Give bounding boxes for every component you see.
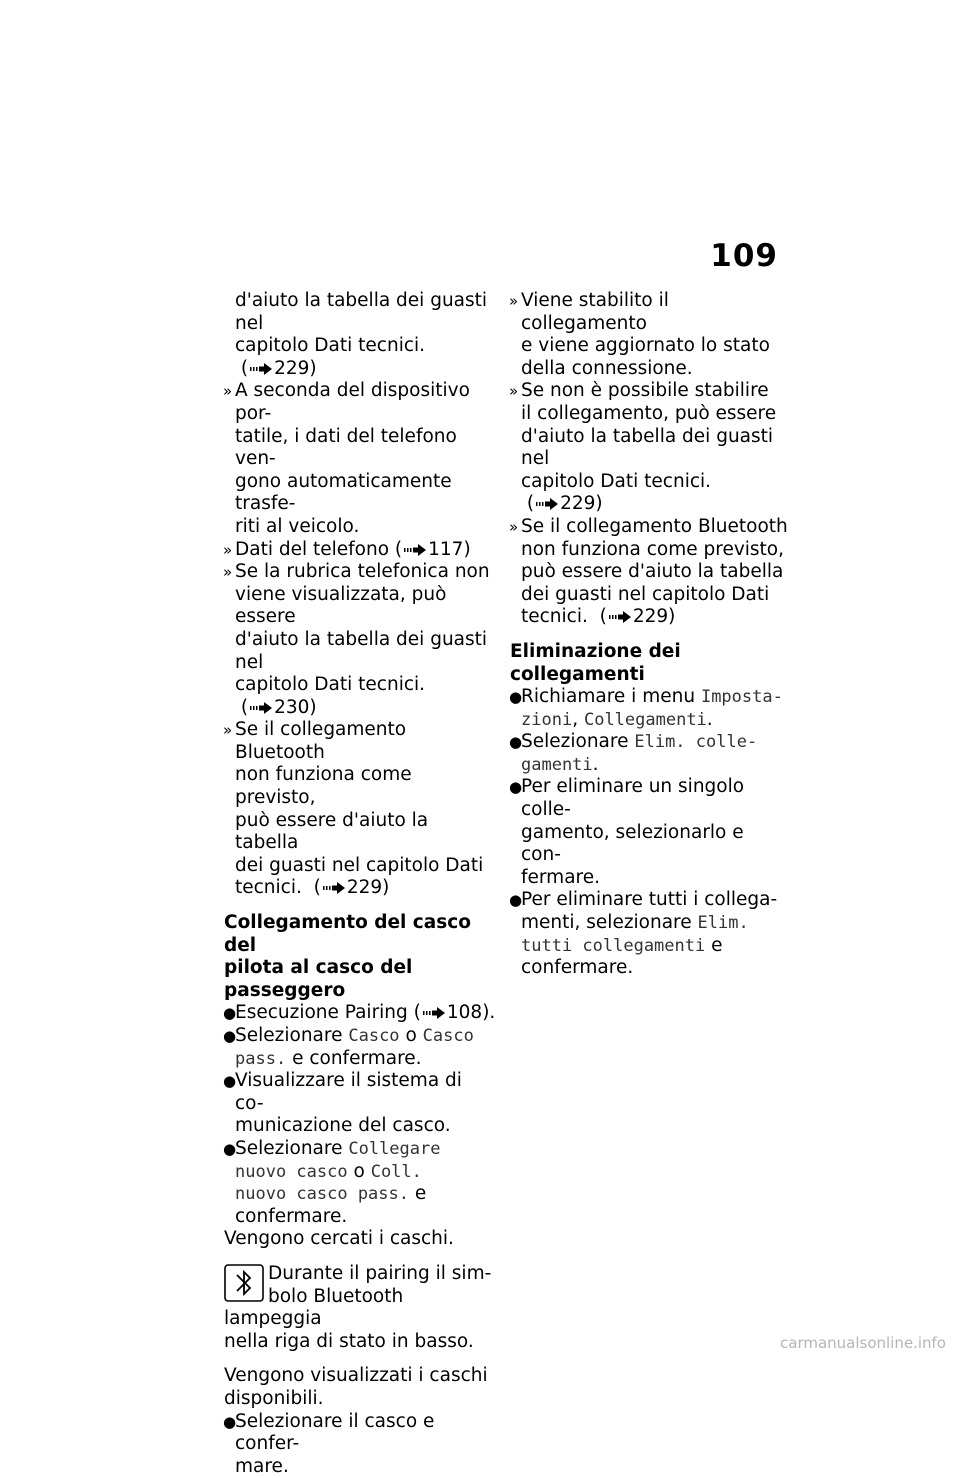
left-column — [224, 290, 496, 1478]
menu-option: pass. — [235, 1049, 286, 1069]
reference-arrow-icon — [404, 544, 426, 556]
bullet-item: ● Per eliminare un singolo colle- gamento, selezionarlo e con- fermare. — [510, 776, 788, 889]
page-reference[interactable]: ( 229) — [594, 606, 676, 627]
double-chevron-icon: » — [509, 516, 518, 539]
result-text: Vengono visualizzati i caschi disponibili. — [224, 1365, 496, 1410]
bullet-dot-icon: ● — [509, 889, 522, 912]
double-chevron-icon: » — [223, 719, 232, 742]
reference-arrow-icon — [250, 702, 272, 714]
double-chevron-icon: » — [223, 380, 232, 403]
double-chevron-icon: » — [509, 290, 518, 313]
step-continuation: d'aiuto la tabella dei guasti nel capitolo Dati tecnici. ( 229) — [224, 290, 496, 380]
bullet-item: ● Esecuzione Pairing ( 108). — [224, 1002, 496, 1025]
menu-option: Coll. — [371, 1162, 422, 1182]
section-heading-delete-connections: Eliminazione dei collegamenti — [510, 641, 788, 686]
menu-option: Collegamenti — [584, 710, 707, 730]
bullet-item: ● Visualizzare il sistema di co- municazione del casco. — [224, 1070, 496, 1138]
page-reference[interactable]: 117) — [402, 539, 471, 560]
reference-arrow-icon — [609, 611, 631, 623]
reference-arrow-icon — [536, 498, 558, 510]
watermark-footer: carmanualsonline.info — [780, 1334, 946, 1352]
reference-arrow-icon — [250, 363, 272, 375]
menu-option: nuovo casco pass. — [235, 1184, 409, 1204]
step-item: » Se la rubrica telefonica non viene visualizzata, può essere d'aiuto la tabella dei guasti nel capitolo Dati tecnici. ( 230) — [224, 561, 496, 719]
step-item: » Viene stabilito il collegamento e viene aggiornato lo stato della connessione. — [510, 290, 788, 380]
bullet-item: ● Selezionare Casco o Casco pass. e confermare. — [224, 1025, 496, 1070]
bluetooth-note: Durante il pairing il sim- bolo Bluetooth lampeggia nella riga di stato in basso. — [224, 1263, 496, 1353]
bullet-dot-icon: ● — [509, 776, 522, 799]
bullet-item: ● Per eliminare tutti i collega- menti, selezionare Elim. tutti collegamenti e confermare. — [510, 889, 788, 979]
menu-option: gamenti — [521, 755, 593, 775]
bullet-item: ● Selezionare Elim. colle- gamenti. — [510, 731, 788, 776]
double-chevron-icon: » — [509, 380, 518, 403]
result-text: Vengono cercati i caschi. — [224, 1228, 496, 1251]
bullet-item: ● Richiamare i menu Imposta- zioni, Collegamenti. — [510, 686, 788, 731]
bullet-dot-icon: ● — [509, 686, 522, 709]
menu-option: tutti collegamenti — [521, 936, 705, 956]
menu-option: Elim. — [698, 913, 749, 933]
bullet-item: ● Selezionare il casco e confer- mare. — [224, 1411, 496, 1478]
menu-option: Imposta- — [701, 687, 783, 707]
right-column — [510, 290, 788, 980]
double-chevron-icon: » — [223, 539, 232, 562]
step-item: » Se il collegamento Bluetooth non funziona come previsto, può essere d'aiuto la tabella dei guasti nel capitolo Dati tecnici. ( 229) — [224, 719, 496, 900]
double-chevron-icon: » — [223, 561, 232, 584]
step-item: » Se non è possibile stabilire il collegamento, può essere d'aiuto la tabella dei guasti nel capitolo Dati tecnici. ( 229) — [510, 380, 788, 516]
page-reference[interactable]: ( 230) — [235, 697, 317, 718]
bullet-item: ● Selezionare Collegare nuovo casco o Coll. nuovo casco pass. e confermare. — [224, 1138, 496, 1228]
bullet-dot-icon: ● — [223, 1002, 236, 1025]
bluetooth-icon — [224, 1264, 264, 1302]
step-item: » Se il collegamento Bluetooth non funziona come previsto, può essere d'aiuto la tabella dei guasti nel capitolo Dati tecnici. ( 229) — [510, 516, 788, 629]
menu-option: Collegare — [348, 1139, 440, 1159]
bullet-dot-icon: ● — [509, 731, 522, 754]
bullet-dot-icon: ● — [223, 1070, 236, 1093]
section-heading-helmet-pairing: Collegamento del casco del pilota al casco del passeggero — [224, 912, 496, 1002]
page-number: 109 — [710, 238, 778, 274]
page-reference[interactable]: ( 229) — [521, 493, 603, 514]
bullet-dot-icon: ● — [223, 1411, 236, 1434]
menu-option: Casco — [348, 1026, 399, 1046]
page-reference[interactable]: ( 229) — [308, 877, 390, 898]
menu-option: zioni — [521, 710, 572, 730]
bullet-dot-icon: ● — [223, 1138, 236, 1161]
menu-option: nuovo casco — [235, 1162, 348, 1182]
page-reference[interactable]: 108). — [421, 1002, 495, 1023]
bullet-dot-icon: ● — [223, 1025, 236, 1048]
step-item: » Dati del telefono ( 117) — [224, 539, 496, 562]
reference-arrow-icon — [323, 882, 345, 894]
step-item: » A seconda del dispositivo por- tatile, i dati del telefono ven- gono automaticamente trasfe- riti al veicolo. — [224, 380, 496, 538]
menu-option: Casco — [423, 1026, 474, 1046]
reference-arrow-icon — [423, 1007, 445, 1019]
menu-option: Elim. colle- — [634, 732, 757, 752]
page-reference[interactable]: ( 229) — [235, 358, 317, 379]
